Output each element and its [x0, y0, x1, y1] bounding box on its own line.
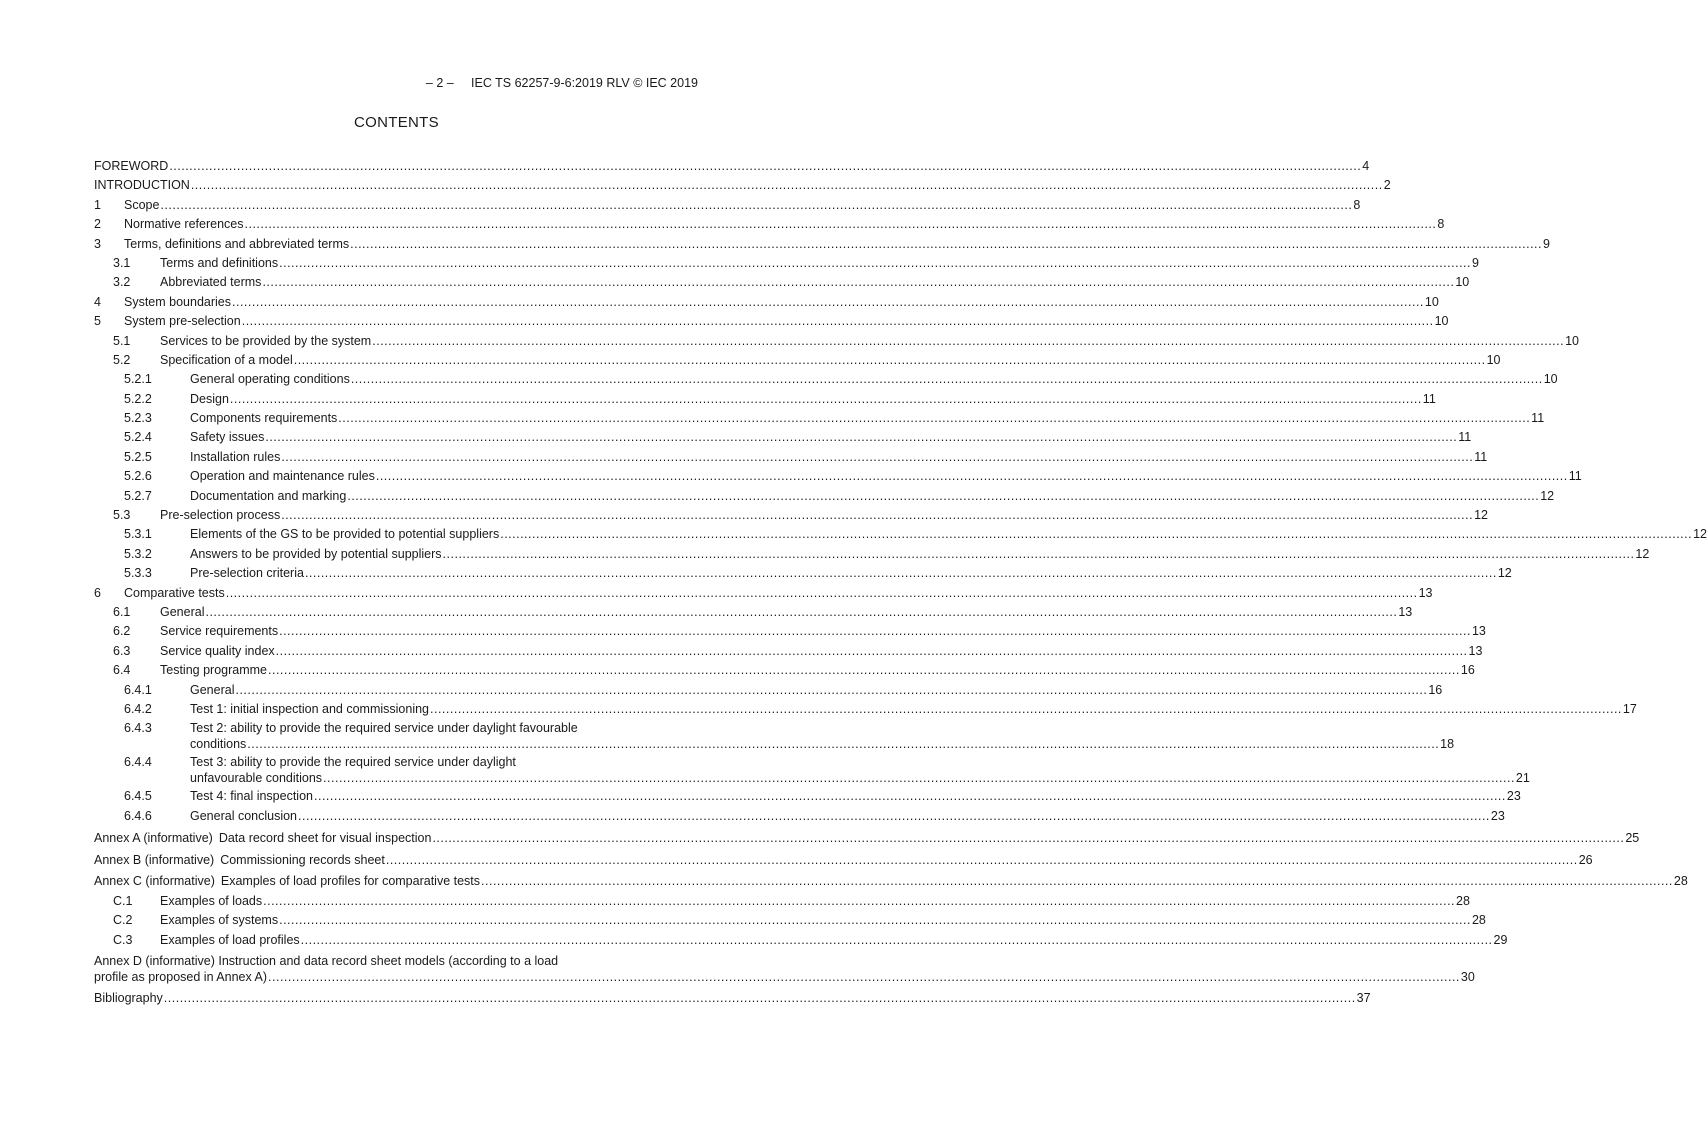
- toc-entry-title: General operating conditions: [190, 372, 350, 387]
- toc-entry-title: Specification of a model: [160, 352, 293, 367]
- dot-leader: ............................................................................................................................................................................................................................................................................................................: [432, 830, 1625, 845]
- dot-leader: ............................................................................................................................................................................................................................................................................................................: [241, 314, 1434, 329]
- toc-page-number: 16: [1428, 682, 1443, 697]
- toc-page-number: 13: [1468, 643, 1483, 658]
- toc-entry[interactable]: [94, 197, 1361, 216]
- toc-page-number: 13: [1471, 624, 1486, 639]
- toc-entry-title: Scope: [124, 197, 160, 212]
- toc-page-number: 8: [1353, 197, 1361, 212]
- dot-leader: ............................................................................................................................................................................................................................................................................................................: [304, 566, 1497, 581]
- toc-entry-title: Examples of load profiles: [160, 932, 300, 947]
- toc-entry-number: 3.2: [113, 275, 131, 290]
- toc-entry[interactable]: [94, 720, 1455, 754]
- dot-leader: ............................................................................................................................................................................................................................................................................................................: [268, 969, 1460, 984]
- toc-entry-title: General: [160, 604, 205, 619]
- toc-entry[interactable]: [94, 873, 1688, 892]
- dot-leader: ............................................................................................................................................................................................................................................................................................................: [263, 893, 1456, 908]
- dot-leader: ............................................................................................................................................................................................................................................................................................................: [279, 913, 1471, 928]
- toc-entry-title: conditions: [190, 736, 247, 751]
- dot-leader: ............................................................................................................................................................................................................................................................................................................: [190, 178, 1383, 193]
- toc-entry[interactable]: [94, 216, 1445, 235]
- toc-entry[interactable]: [94, 294, 1439, 313]
- table-of-contents: [94, 158, 1707, 1009]
- toc-entry-title: Services to be provided by the system: [160, 333, 372, 348]
- toc-entry[interactable]: [94, 662, 1475, 681]
- dot-leader: ............................................................................................................................................................................................................................................................................................................: [385, 852, 1578, 867]
- toc-entry-title: Design: [190, 391, 229, 406]
- toc-page-number: 30: [1460, 969, 1475, 984]
- dot-leader: ............................................................................................................................................................................................................................................................................................................: [268, 663, 1460, 678]
- toc-entry-number: 3.1: [113, 255, 131, 270]
- toc-entry-title: Operation and maintenance rules: [190, 469, 375, 484]
- toc-entry[interactable]: [94, 177, 1391, 196]
- toc-page-number: 37: [1356, 990, 1371, 1005]
- toc-page-number: 18: [1440, 736, 1455, 751]
- toc-page-number: 11: [1422, 391, 1436, 406]
- toc-entry-title: profile as proposed in Annex A): [94, 969, 268, 984]
- dot-leader: ............................................................................................................................................................................................................................................................................................................: [160, 197, 1353, 212]
- toc-entry-title: Comparative tests: [124, 585, 225, 600]
- page-title: CONTENTS: [354, 114, 439, 131]
- toc-page-number: 28: [1673, 874, 1688, 889]
- toc-page-number: 2: [1383, 178, 1391, 193]
- dot-leader: ............................................................................................................................................................................................................................................................................................................: [205, 604, 1398, 619]
- toc-page-number: 11: [1568, 469, 1582, 484]
- toc-entry[interactable]: [94, 565, 1512, 584]
- dot-leader: ............................................................................................................................................................................................................................................................................................................: [298, 808, 1490, 823]
- toc-entry-number: 5.2.5: [124, 449, 152, 464]
- toc-page-number: 11: [1531, 411, 1545, 426]
- toc-entry[interactable]: [94, 623, 1486, 642]
- toc-entry-number: 5.3.1: [124, 527, 152, 542]
- toc-page-number: 12: [1693, 527, 1707, 542]
- toc-entry[interactable]: [94, 429, 1472, 448]
- dot-leader: ............................................................................................................................................................................................................................................................................................................: [163, 990, 1356, 1005]
- toc-page-number: 10: [1486, 352, 1501, 367]
- toc-entry-title: Documentation and marking: [190, 488, 347, 503]
- toc-entry-title: FOREWORD: [94, 159, 169, 173]
- dot-leader: ............................................................................................................................................................................................................................................................................................................: [323, 770, 1515, 785]
- toc-entry-number: C.2: [113, 913, 133, 928]
- dot-leader: ............................................................................................................................................................................................................................................................................................................: [279, 255, 1471, 270]
- toc-page-number: 12: [1635, 546, 1650, 561]
- toc-entry[interactable]: [94, 488, 1555, 507]
- toc-entry-title: unfavourable conditions: [190, 770, 323, 785]
- toc-entry-title: Data record sheet for visual inspection: [218, 830, 432, 845]
- toc-entry-title-line: Test 2: ability to provide the required service under daylight favourable: [190, 721, 578, 736]
- dot-leader: ............................................................................................................................................................................................................................................................................................................: [500, 527, 1693, 542]
- toc-entry-number: 5.3.2: [124, 546, 152, 561]
- toc-entry-number: 6.4.4: [124, 755, 152, 770]
- toc-entry[interactable]: [94, 912, 1486, 931]
- toc-entry-number: 5.2.4: [124, 430, 152, 445]
- toc-entry-title: Test 1: initial inspection and commissioning: [190, 701, 430, 716]
- toc-entry-number: 5.2.1: [124, 372, 152, 387]
- toc-entry-number: 5.2: [113, 352, 131, 367]
- toc-page-number: 13: [1398, 604, 1413, 619]
- toc-entry-title: Service quality index: [160, 643, 275, 658]
- toc-entry[interactable]: [94, 333, 1579, 352]
- toc-entry-number: 6.1: [113, 604, 131, 619]
- toc-entry-title: Pre-selection criteria: [190, 566, 304, 581]
- toc-entry-number: 5.3: [113, 508, 131, 523]
- toc-entry[interactable]: [94, 953, 1475, 987]
- toc-page-number: 8: [1437, 217, 1445, 232]
- toc-entry-title: System boundaries: [124, 294, 232, 309]
- toc-page-number: 28: [1471, 913, 1486, 928]
- toc-page-number: 12: [1474, 508, 1488, 523]
- toc-entry[interactable]: [94, 808, 1505, 827]
- toc-entry-title: Answers to be provided by potential suppliers: [190, 546, 442, 561]
- toc-entry-number: 6.4: [113, 663, 131, 678]
- toc-entry[interactable]: [94, 643, 1483, 662]
- toc-entry-number: 5.2.7: [124, 488, 152, 503]
- toc-entry-title: Normative references: [124, 217, 244, 232]
- toc-entry-number: 6: [94, 585, 101, 600]
- toc-page-number: 25: [1625, 830, 1640, 845]
- toc-entry-title: Bibliography: [94, 990, 163, 1005]
- toc-entry-number: 5.3.3: [124, 566, 152, 581]
- toc-entry[interactable]: [94, 410, 1545, 429]
- toc-entry-number: 5.2.3: [124, 411, 152, 426]
- dot-leader: ............................................................................................................................................................................................................................................................................................................: [275, 643, 1468, 658]
- dot-leader: ............................................................................................................................................................................................................................................................................................................: [232, 294, 1424, 309]
- dot-leader: ............................................................................................................................................................................................................................................................................................................: [225, 585, 1418, 600]
- toc-entry[interactable]: [94, 158, 1370, 177]
- toc-page-number: 17: [1622, 701, 1637, 716]
- toc-entry-title: Examples of loads: [160, 893, 263, 908]
- toc-entry[interactable]: [94, 754, 1530, 788]
- toc-entry-number: 6.3: [113, 643, 131, 658]
- toc-entry-title: Service requirements: [160, 624, 279, 639]
- toc-entry[interactable]: [94, 236, 1550, 255]
- toc-entry-number: 5: [94, 314, 101, 329]
- toc-entry-number: 5.1: [113, 333, 131, 348]
- dot-leader: ............................................................................................................................................................................................................................................................................................................: [265, 430, 1458, 445]
- dot-leader: ............................................................................................................................................................................................................................................................................................................: [338, 411, 1531, 426]
- toc-entry-title: Commissioning records sheet: [220, 852, 385, 867]
- dot-leader: ............................................................................................................................................................................................................................................................................................................: [430, 701, 1622, 716]
- toc-page-number: 26: [1578, 852, 1593, 867]
- dot-leader: ............................................................................................................................................................................................................................................................................................................: [247, 736, 1440, 751]
- page-header: – 2 – IEC TS 62257-9-6:2019 RLV © IEC 2019: [425, 76, 698, 90]
- dot-leader: ............................................................................................................................................................................................................................................................................................................: [169, 159, 1362, 173]
- dot-leader: ............................................................................................................................................................................................................................................................................................................: [262, 275, 1455, 290]
- toc-entry-title: Safety issues: [190, 430, 265, 445]
- toc-entry[interactable]: [94, 990, 1371, 1009]
- toc-page-number: 16: [1460, 663, 1475, 678]
- toc-page-number: 21: [1515, 770, 1530, 785]
- toc-entry[interactable]: [94, 352, 1501, 371]
- toc-entry[interactable]: [94, 604, 1413, 623]
- toc-entry-number: C.3: [113, 932, 133, 947]
- toc-page-number: 9: [1543, 236, 1550, 251]
- toc-entry[interactable]: [94, 274, 1470, 293]
- toc-entry-title: General conclusion: [190, 808, 298, 823]
- toc-entry-title: Installation rules: [190, 449, 281, 464]
- toc-entry-number: 6.4.5: [124, 789, 152, 804]
- toc-entry[interactable]: [94, 449, 1488, 468]
- toc-entry-title: Examples of load profiles for comparative tests: [220, 874, 481, 889]
- dot-leader: ............................................................................................................................................................................................................................................................................................................: [314, 789, 1506, 804]
- annex-designation: Annex C (informative): [94, 874, 215, 889]
- toc-entry-title: Components requirements: [190, 411, 338, 426]
- toc-entry-number: 6.4.1: [124, 682, 152, 697]
- dot-leader: ............................................................................................................................................................................................................................................................................................................: [281, 449, 1474, 464]
- dot-leader: ............................................................................................................................................................................................................................................................................................................: [481, 874, 1673, 889]
- toc-entry[interactable]: [94, 585, 1433, 604]
- toc-entry-number: 2: [94, 217, 101, 232]
- toc-entry-title: System pre-selection: [124, 314, 241, 329]
- toc-entry-title: Terms, definitions and abbreviated terms: [124, 236, 350, 251]
- toc-page-number: 9: [1472, 255, 1479, 270]
- toc-entry-title: Test 4: final inspection: [190, 789, 313, 804]
- toc-entry-number: 1: [94, 197, 101, 212]
- toc-page-number: 10: [1565, 333, 1579, 348]
- toc-page-number: 10: [1543, 372, 1558, 387]
- toc-page-number: 10: [1434, 314, 1449, 329]
- toc-entry[interactable]: [94, 830, 1640, 849]
- toc-entry[interactable]: [94, 255, 1479, 274]
- toc-entry-number: 5.2.2: [124, 391, 152, 406]
- toc-entry-title: Pre-selection process: [160, 508, 281, 523]
- toc-entry[interactable]: [94, 546, 1650, 565]
- toc-entry[interactable]: [94, 893, 1470, 912]
- dot-leader: ............................................................................................................................................................................................................................................................................................................: [347, 488, 1540, 503]
- toc-entry[interactable]: [94, 468, 1582, 487]
- toc-entry-number: 6.2: [113, 624, 131, 639]
- toc-entry-title: INTRODUCTION: [94, 178, 190, 193]
- annex-designation: Annex A (informative): [94, 830, 213, 845]
- dot-leader: ............................................................................................................................................................................................................................................................................................................: [229, 391, 1422, 406]
- toc-page-number: 28: [1456, 893, 1470, 908]
- toc-entry[interactable]: [94, 932, 1508, 951]
- dot-leader: ............................................................................................................................................................................................................................................................................................................: [372, 333, 1565, 348]
- dot-leader: ............................................................................................................................................................................................................................................................................................................: [279, 624, 1471, 639]
- toc-page-number: 13: [1418, 585, 1433, 600]
- toc-entry-number: 4: [94, 294, 101, 309]
- toc-entry-number: 3: [94, 236, 101, 251]
- toc-entry-number: 5.2.6: [124, 469, 152, 484]
- dot-leader: ............................................................................................................................................................................................................................................................................................................: [293, 352, 1486, 367]
- toc-entry-title: Elements of the GS to be provided to potential suppliers: [190, 527, 500, 542]
- toc-entry[interactable]: [94, 682, 1443, 701]
- toc-page-number: 23: [1490, 808, 1505, 823]
- toc-page-number: 10: [1424, 294, 1439, 309]
- toc-entry-number: 6.4.3: [124, 721, 152, 736]
- toc-page-number: 11: [1458, 430, 1472, 445]
- toc-page-number: 10: [1455, 275, 1470, 290]
- dot-leader: ............................................................................................................................................................................................................................................................................................................: [244, 217, 1437, 232]
- toc-page-number: 23: [1506, 789, 1521, 804]
- dot-leader: ............................................................................................................................................................................................................................................................................................................: [281, 508, 1474, 523]
- toc-entry-title: Examples of systems: [160, 913, 279, 928]
- dot-leader: ............................................................................................................................................................................................................................................................................................................: [375, 469, 1568, 484]
- toc-entry[interactable]: [94, 507, 1488, 526]
- dot-leader: ............................................................................................................................................................................................................................................................................................................: [350, 372, 1543, 387]
- toc-entry-title: Abbreviated terms: [160, 275, 262, 290]
- toc-entry[interactable]: [94, 313, 1449, 332]
- toc-entry-title: General: [190, 682, 235, 697]
- dot-leader: ............................................................................................................................................................................................................................................................................................................: [300, 932, 1493, 947]
- toc-page-number: 12: [1497, 566, 1512, 581]
- toc-page-number: 11: [1474, 449, 1488, 464]
- toc-entry-title: Testing programme: [160, 663, 267, 678]
- dot-leader: ............................................................................................................................................................................................................................................................................................................: [350, 236, 1542, 251]
- dot-leader: ............................................................................................................................................................................................................................................................................................................: [235, 682, 1428, 697]
- toc-entry[interactable]: [94, 371, 1558, 390]
- toc-page-number: 12: [1540, 488, 1555, 503]
- toc-entry[interactable]: [94, 391, 1436, 410]
- toc-entry-title-line: Test 3: ability to provide the required service under daylight: [190, 755, 516, 770]
- toc-entry-number: 6.4.2: [124, 701, 152, 716]
- annex-designation: Annex B (informative): [94, 852, 215, 867]
- toc-page-number: 29: [1493, 932, 1508, 947]
- toc-entry[interactable]: [94, 701, 1637, 720]
- toc-entry-number: 6.4.6: [124, 808, 152, 823]
- toc-entry-title-line: Annex D (informative) Instruction and data record sheet models (according to a load: [94, 954, 559, 969]
- toc-entry-title: Terms and definitions: [160, 255, 279, 270]
- dot-leader: ............................................................................................................................................................................................................................................................................................................: [442, 546, 1635, 561]
- toc-page-number: 4: [1362, 159, 1370, 173]
- toc-entry[interactable]: [94, 526, 1707, 545]
- toc-entry-number: C.1: [113, 893, 133, 908]
- toc-entry[interactable]: [94, 852, 1593, 871]
- toc-entry[interactable]: [94, 788, 1521, 807]
